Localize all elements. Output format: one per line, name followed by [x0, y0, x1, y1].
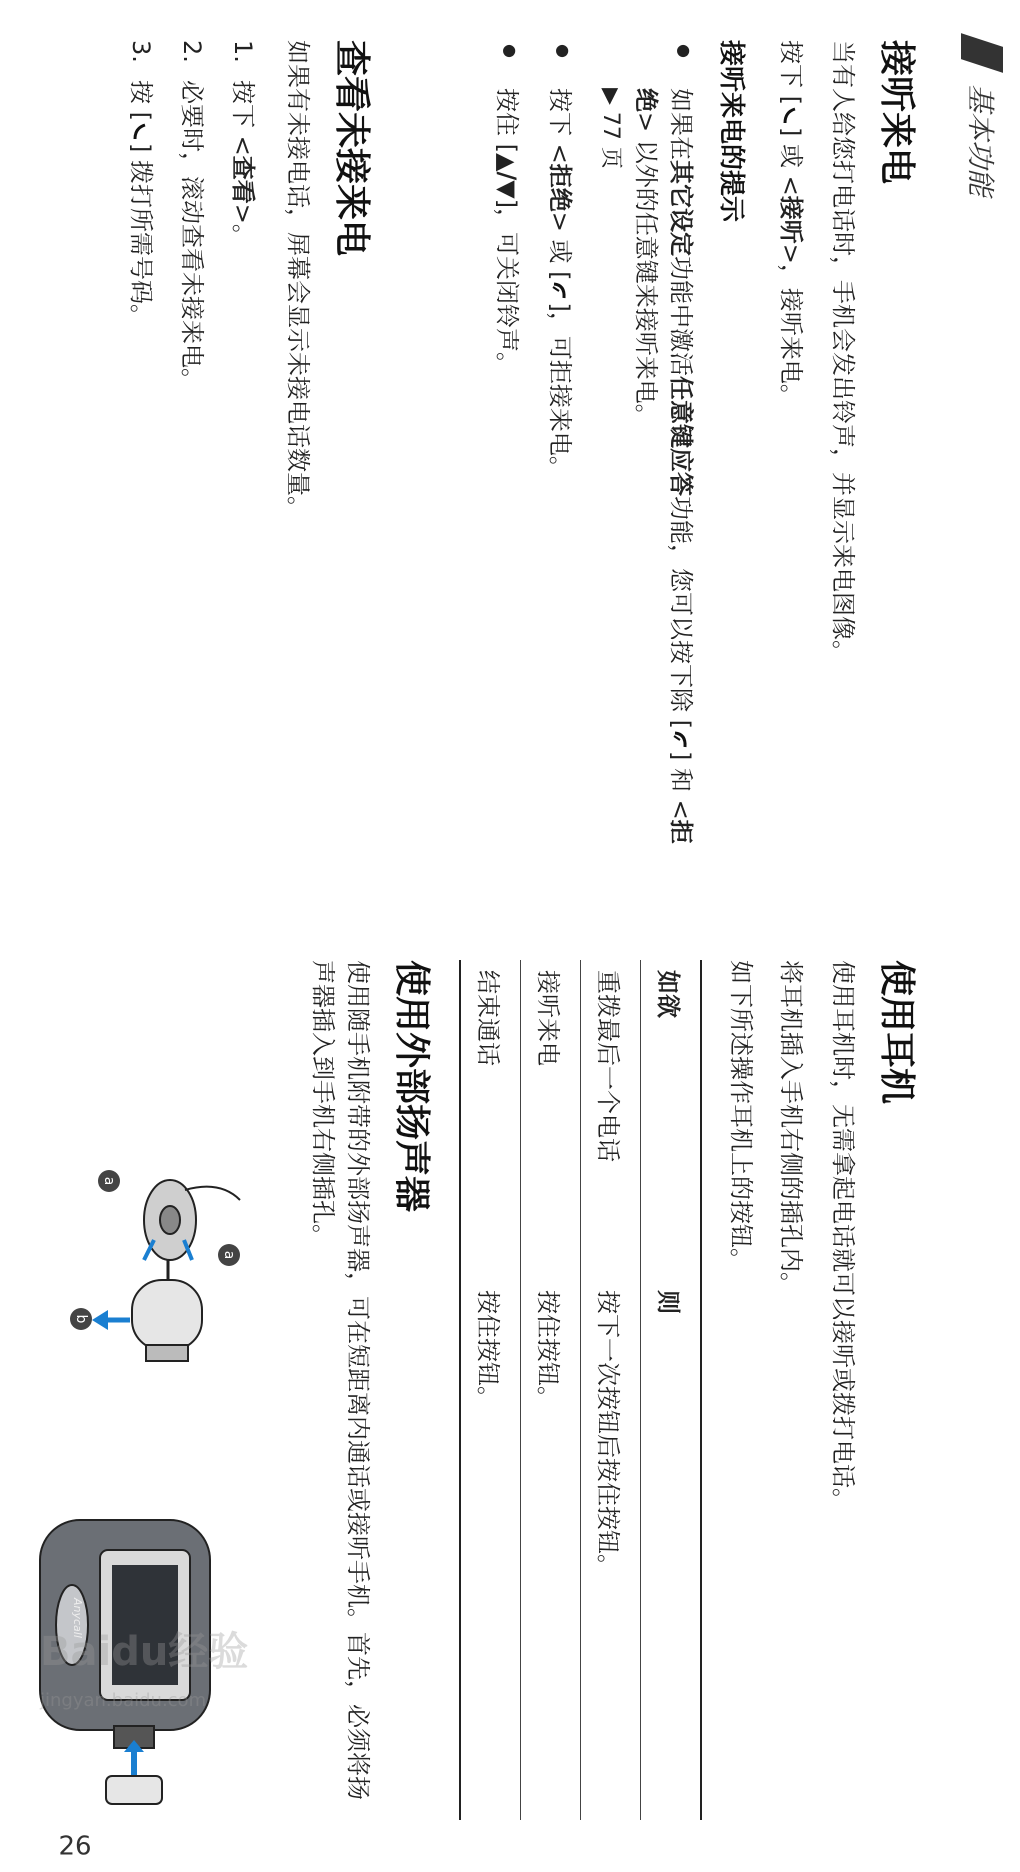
headset-button-instruction: 如下所述操作耳机上的按钮。 [727, 960, 755, 1272]
phone-brand-logo: Anycall [71, 1598, 84, 1638]
step-number: 1. [229, 40, 257, 63]
baidu-watermark [40, 1580, 249, 1860]
headset-plug-instruction: 将耳机插入手机右侧的插孔内。 [777, 960, 805, 1296]
table-cell: 按住按钮。 [521, 1280, 581, 1820]
tip-any-key [595, 40, 698, 860]
table-row [460, 960, 521, 1820]
text-segment: > 或 [ [545, 211, 574, 281]
page-reference: ▶ 77 页 [595, 88, 627, 860]
missed-calls-steps [108, 40, 260, 860]
left-column [0, 40, 1020, 860]
send-key-icon [778, 105, 802, 127]
section-tag-bar [961, 33, 1003, 73]
table-cell: 接听来电 [521, 960, 581, 1280]
label-a-bottom: a [98, 1170, 120, 1192]
text-bold-other-settings: 其它设定 [667, 160, 695, 256]
text-segment: ]，可关闭铃声。 [492, 198, 521, 377]
missed-calls-intro: 如果有未接电话，屏幕会显示未接电话数量。 [284, 40, 312, 520]
section-tag [954, 40, 1010, 196]
text-segment: ] 和 < [667, 751, 695, 820]
table-header-cell: 则 [641, 1280, 702, 1820]
watermark-brand: Baidu经验 [40, 1629, 249, 1675]
label-a-top: a [218, 1244, 240, 1266]
tips-list [471, 40, 698, 860]
page-number: 26 [58, 1831, 92, 1862]
table-header-cell: 如欲 [641, 960, 702, 1280]
text-bold-reject: 拒绝 [545, 163, 574, 212]
table-row [581, 960, 641, 1820]
text-segment: 如果在 [667, 88, 695, 160]
text-segment: ] 或 < [777, 127, 805, 196]
text-segment: > 以外的任意键来接听来电。 [632, 112, 661, 428]
headset-table-wrap [459, 960, 702, 1820]
answer-call-intro: 当有人给您打电话时，手机会发出铃声，并显示来电图像。 [829, 40, 857, 664]
text-segment: 功能中激活 [667, 256, 695, 376]
table-cell: 结束通话 [460, 960, 521, 1280]
table-header-row [641, 960, 702, 1820]
speaker-assembly-figure [70, 1140, 280, 1400]
headset-operations-table [459, 960, 702, 1820]
tips-title: 接听来电的提示 [716, 40, 746, 223]
text-segment: 必要时，滚动查看未接来电。 [178, 80, 207, 392]
watermark-url: jingyan.baidu.com [40, 1690, 207, 1711]
text-segment: 功能，您可以按下除 [ [667, 496, 695, 729]
text-segment: 按 [ [127, 80, 156, 121]
step-number: 2. [178, 40, 207, 63]
missed-step-3 [124, 40, 159, 860]
volume-keys-icon: ▲/▼ [492, 153, 521, 199]
section-tag-text: 基本功能 [964, 84, 997, 197]
send-key-icon [128, 121, 152, 143]
text-segment: 按下 < [545, 88, 574, 164]
text-segment: >。 [229, 203, 257, 248]
answer-call-title: 接听来电 [876, 40, 917, 185]
tip-silence [489, 40, 524, 860]
text-bold-view: 查看 [229, 155, 257, 204]
table-cell: 按住按钮。 [460, 1280, 521, 1820]
speaker-title: 使用外部扬声器 [391, 960, 432, 1213]
text-bold-answer: 接听 [777, 195, 805, 244]
end-key-icon [668, 729, 692, 751]
text-segment: 按下 < [229, 80, 257, 156]
headset-intro: 使用耳机时，无需拿起电话就可以接听或拨打电话。 [829, 960, 857, 1512]
missed-step-2 [174, 40, 209, 860]
text-segment: >，接听来电。 [777, 243, 805, 408]
text-segment: ] 拨打所需号码。 [127, 143, 156, 328]
tip-reject [542, 40, 577, 860]
text-segment: ]，可拒接来电。 [545, 302, 574, 480]
missed-step-1 [225, 40, 260, 860]
text-bold-any-key: 任意键应答 [667, 376, 695, 496]
text-bold-reject: 拒绝 [632, 88, 695, 844]
label-b: b [70, 1308, 92, 1330]
table-cell: 重拨最后一个电话 [581, 960, 641, 1280]
answer-call-instruction [773, 40, 808, 860]
speaker-intro: 使用随手机附带的外部扬声器，可在短距离内通话或接听手机。首先，必须将扬声器插入到手机右侧插孔。 [309, 960, 372, 1800]
headset-title: 使用耳机 [876, 960, 917, 1105]
step-number: 3. [127, 40, 156, 63]
text-segment: 按下 [ [777, 40, 805, 105]
end-key-icon [547, 280, 571, 302]
missed-calls-title: 查看未接来电 [331, 40, 372, 257]
text-segment: 按住 [ [492, 88, 521, 153]
table-cell: 按下一次按钮后按住按钮。 [581, 1280, 641, 1820]
table-row [521, 960, 581, 1820]
